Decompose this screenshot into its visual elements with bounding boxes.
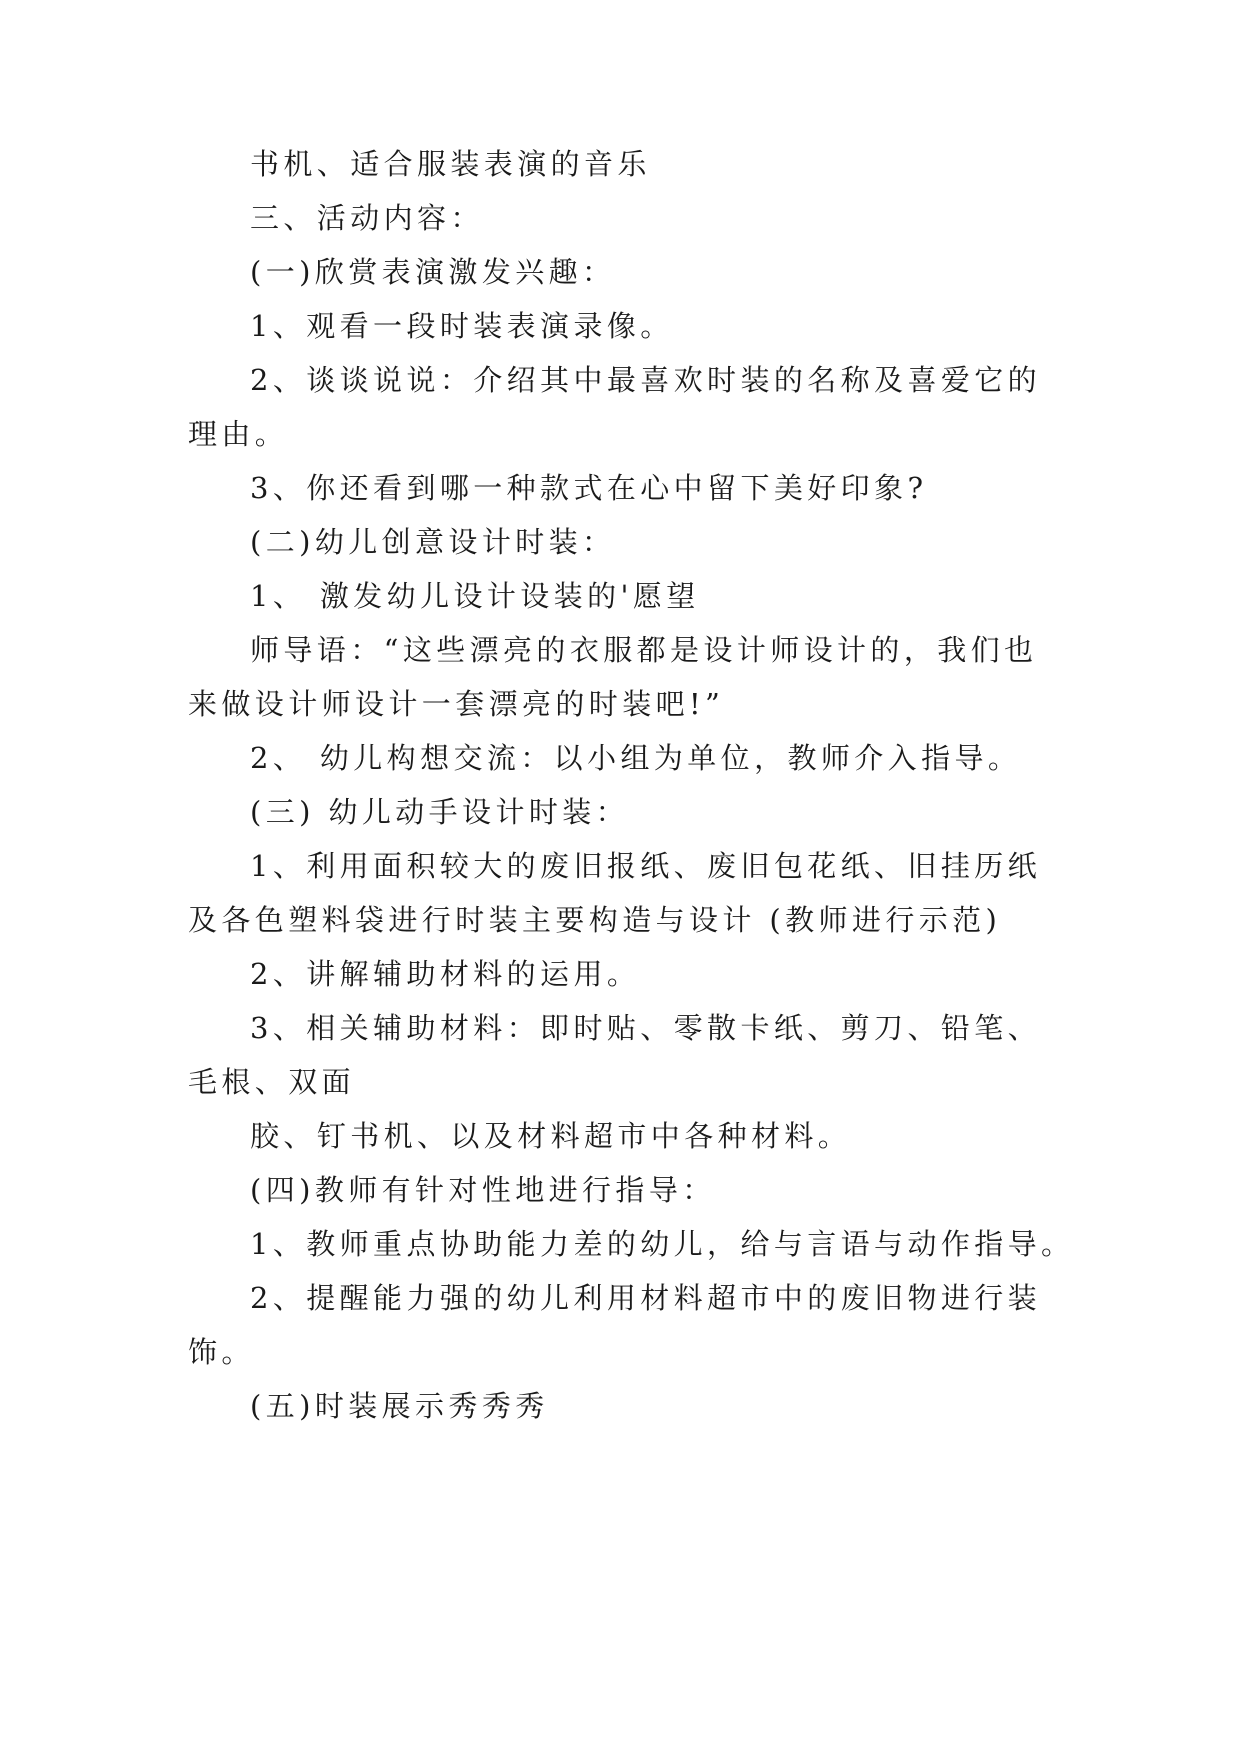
section-heading: 三、活动内容： bbox=[250, 201, 484, 235]
subsection-heading: (四)教师有针对性地进行指导： bbox=[250, 1173, 716, 1207]
text-line: 2、提醒能力强的幼儿利用材料超市中的废旧物进行装 bbox=[250, 1281, 1042, 1315]
text-line: 1、教师重点协助能力差的幼儿，给与言语与动作指导。 bbox=[250, 1227, 1075, 1261]
subsection-heading: (二)幼儿创意设计时装： bbox=[250, 525, 616, 559]
text-line: 1、利用面积较大的废旧报纸、废旧包花纸、旧挂历纸 bbox=[250, 849, 1042, 883]
text-line: 理由。 bbox=[188, 417, 289, 451]
text-line: 3、你还看到哪一种款式在心中留下美好印象? bbox=[250, 471, 928, 505]
text-line: 胶、钉书机、以及材料超市中各种材料。 bbox=[250, 1119, 852, 1153]
text-line: 及各色塑料袋进行时装主要构造与设计 (教师进行示范) bbox=[188, 903, 1002, 937]
text-line: 1、 激发幼儿设计设装的'愿望 bbox=[250, 579, 700, 613]
text-line: 1、观看一段时装表演录像。 bbox=[250, 309, 674, 343]
text-line: 毛根、双面 bbox=[188, 1065, 356, 1099]
text-line: 2、 幼儿构想交流：以小组为单位，教师介入指导。 bbox=[250, 741, 1022, 775]
text-line: 3、相关辅助材料：即时贴、零散卡纸、剪刀、铅笔、 bbox=[250, 1011, 1042, 1045]
text-line: 饰。 bbox=[188, 1335, 255, 1369]
subsection-heading: (五)时装展示秀秀秀 bbox=[250, 1389, 549, 1423]
subsection-heading: (一)欣赏表演激发兴趣： bbox=[250, 255, 616, 289]
subsection-heading: (三) 幼儿动手设计时装： bbox=[250, 795, 630, 829]
text-line: 书机、适合服装表演的音乐 bbox=[250, 147, 651, 181]
text-line: 师导语：“这些漂亮的衣服都是设计师设计的，我们也 bbox=[250, 633, 1038, 667]
text-line: 来做设计师设计一套漂亮的时装吧!” bbox=[188, 687, 725, 721]
text-line: 2、讲解辅助材料的运用。 bbox=[250, 957, 641, 991]
text-line: 2、谈谈说说：介绍其中最喜欢时装的名称及喜爱它的 bbox=[250, 363, 1042, 397]
